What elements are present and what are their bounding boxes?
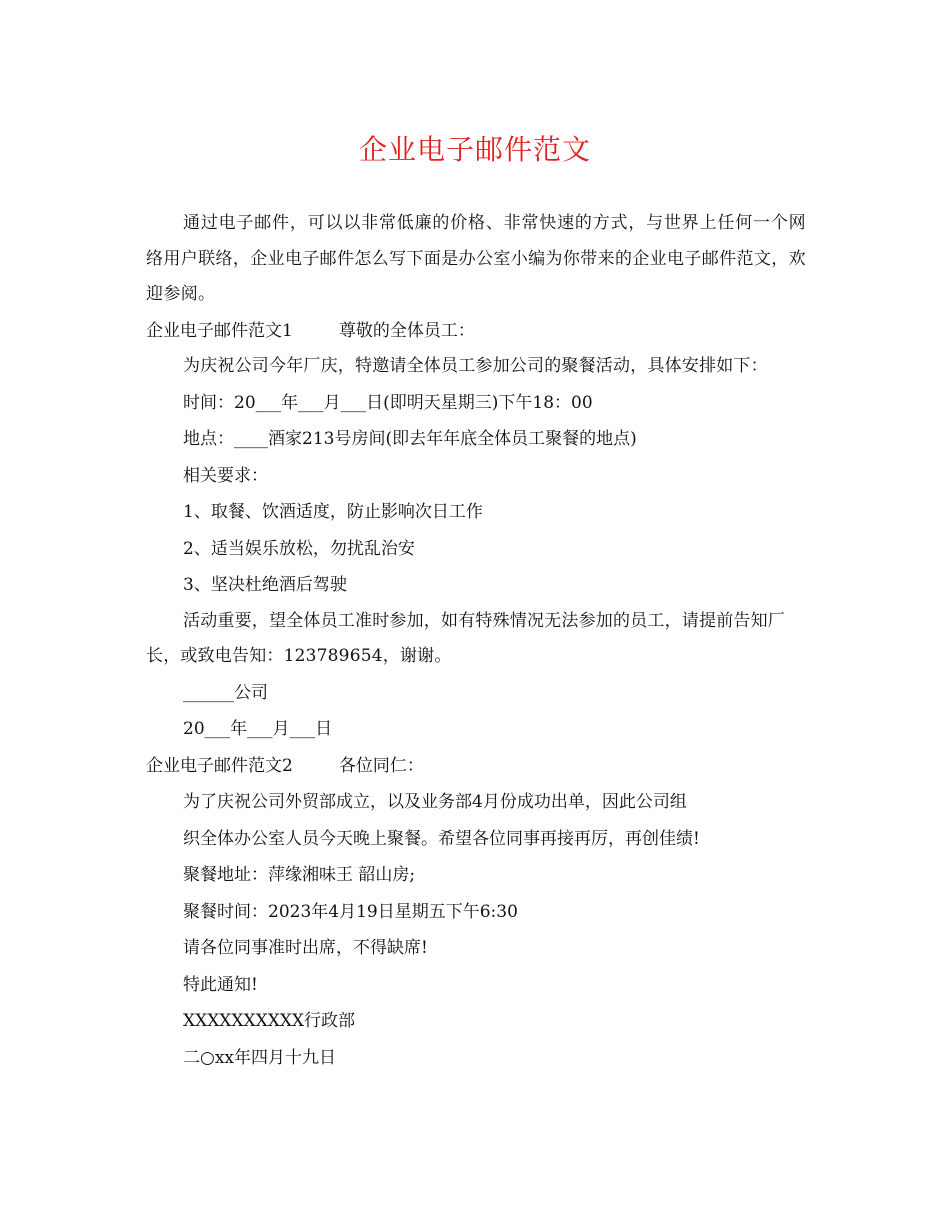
sample2-address: 聚餐地址：萍缘湘味王 韶山房; [183, 865, 416, 885]
sample2-line-1: 为了庆祝公司外贸部成立，以及业务部4月份成功出单，因此公司组 [183, 792, 687, 812]
sample1-requirements-title: 相关要求： [183, 465, 268, 486]
sample2-heading-line [146, 748, 806, 785]
sample1-company: ______公司 [183, 682, 268, 703]
document-title: 企业电子邮件范文 [358, 133, 591, 166]
sample1-salutation: 尊敬的全体员工： [338, 320, 475, 341]
sample2-salutation: 各位同仁： [338, 755, 424, 776]
sample1-time: 时间：20___年___月___日(即明天星期三)下午18：00 [183, 392, 593, 413]
sample1-requirement-1: 1、取餐、饮酒适度，防止影响次日工作 [183, 502, 483, 522]
sample2-request: 请各位同事准时出席，不得缺席! [183, 938, 428, 958]
sample1-heading-line [146, 313, 806, 350]
sample1-requirement-2: 2、适当娱乐放松，勿扰乱治安 [183, 538, 415, 559]
sample2-heading: 企业电子邮件范文2 [146, 755, 293, 776]
sample2-date: 二○xx年四月十九日 [183, 1047, 337, 1068]
sample1-heading: 企业电子邮件范文1 [146, 320, 293, 341]
sample2-time: 聚餐时间：2023年4月19日星期五下午6:30 [183, 901, 518, 922]
sample1-date: 20___年___月___日 [183, 719, 333, 739]
intro-paragraph: 通过电子邮件，可以以非常低廉的价格、非常快速的方式，与世界上任何一个网络用户联络，企业电子邮件怎么写下面是办公室小编为你带来的企业电子邮件范文，欢迎参阅。 [146, 213, 806, 304]
sample2-notice: 特此通知! [183, 974, 258, 995]
sample1-opening: 为庆祝公司今年厂庆，特邀请全体员工参加公司的聚餐活动，具体安排如下： [183, 356, 768, 376]
document-body [146, 206, 806, 1076]
sample1-requirement-3: 3、坚决杜绝酒后驾驶 [183, 575, 347, 595]
sample1-closing: 活动重要，望全体员工准时参加，如有特殊情况无法参加的员工，请提前告知厂长，或致电告知：123789654，谢谢。 [146, 610, 785, 666]
sample1-place: 地点：____酒家213号房间(即去年年底全体员工聚餐的地点) [183, 429, 637, 449]
sample2-line-2: 织全体办公室人员今天晚上聚餐。希望各位同事再接再厉，再创佳绩! [183, 828, 700, 849]
sample2-department: XXXXXXXXXX行政部 [183, 1011, 356, 1031]
